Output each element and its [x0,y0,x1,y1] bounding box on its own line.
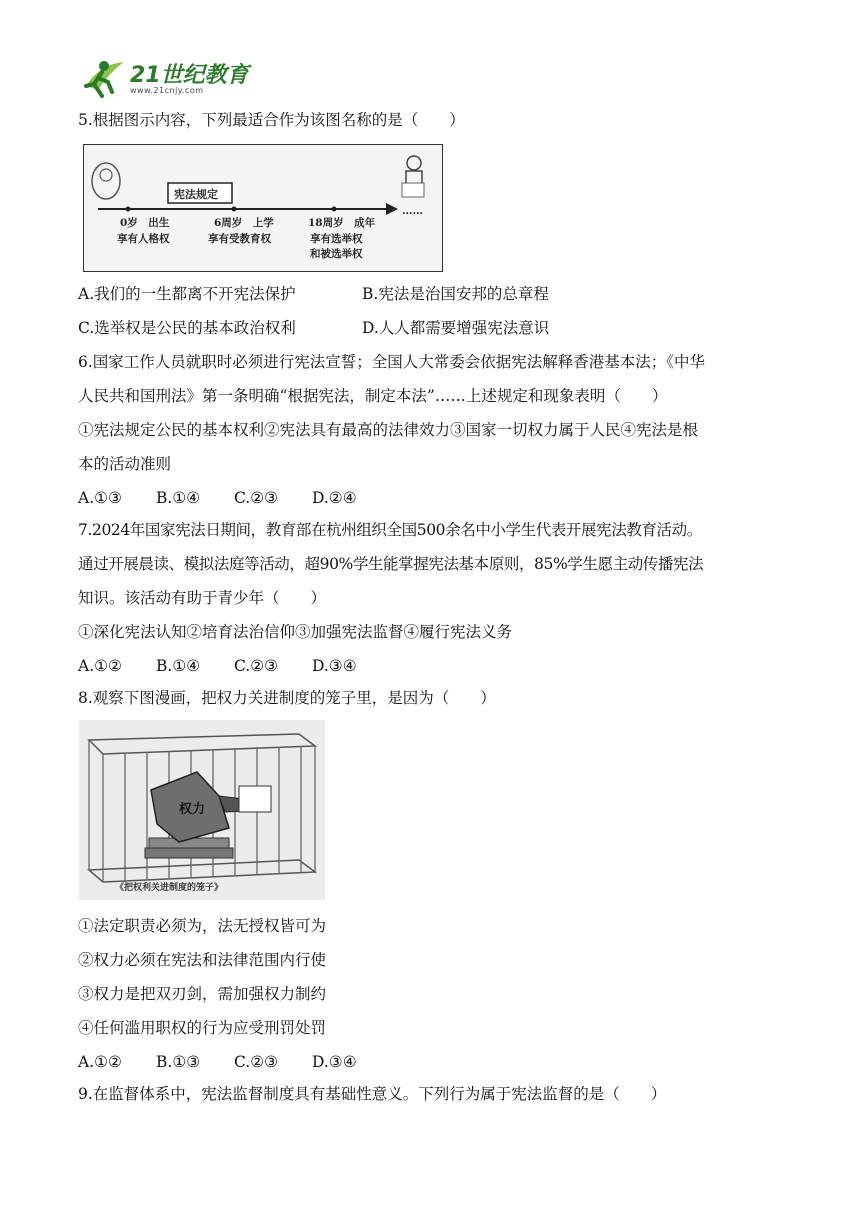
q5-option-b: B.宪法是治国安邦的总章程 [362,285,549,303]
stage-2-right2: 和被选举权 [310,248,363,260]
q8-option-b: B.①③ [156,1053,201,1071]
adult-icon [402,156,424,197]
stage-1-age: 6周岁 上学 [214,217,274,229]
q8-item-1: ①法定职责必须为，法无授权皆可为 [78,917,327,935]
q6-option-d: D.②④ [312,489,357,507]
book-power-label: 权力 [179,802,206,817]
q7-line-1: 7.2024年国家宪法日期间，教育部在杭州组织全国500余名中小学生代表开展宪法教育活动。 [78,521,702,539]
logo-url: www.21cnjy.com [130,86,204,95]
q8-option-a: A.①② [78,1053,122,1071]
q8-option-d: D.③④ [312,1053,357,1071]
q8-stem: 8.观察下图漫画，把权力关进制度的笼子里，是因为（ ） [78,689,496,707]
q6-option-a: A.①③ [78,489,122,507]
constitution-box-label: 宪法规定 [174,188,218,201]
q6-line-1: 6.国家工作人员就职时必须进行宪法宣誓；全国人大常委会依据宪法解释香港基本法；《中华 [78,353,706,371]
q7-line-4: ①深化宪法认知②培育法治信仰③加强宪法监督④履行宪法义务 [78,623,513,641]
site-logo [80,56,260,100]
q7-line-3: 知识。该活动有助于青少年（ ） [78,589,327,607]
stage-2-right: 享有选举权 [310,233,363,245]
stage-2-age: 18周岁 成年 [308,217,376,229]
q7-option-d: D.③④ [312,657,357,675]
logo-brand: 21世纪教育 [130,63,249,88]
q8-item-4: ④任何滥用职权的行为应受刑罚处罚 [78,1019,327,1037]
q8-cage-cartoon [79,720,325,900]
q9-stem: 9.在监督体系中，宪法监督制度具有基础性意义。下列行为属于宪法监督的是（ ） [78,1085,667,1103]
q7-option-b: B.①④ [156,657,201,675]
runner-logo-icon [80,56,128,100]
q6-option-b: B.①④ [156,489,201,507]
cartoon-caption: 《把权利关进制度的笼子》 [115,883,224,893]
q5-timeline-figure [83,144,443,272]
q5-option-d: D.人人都需要增强宪法意识 [362,319,550,337]
q7-option-a: A.①② [78,657,122,675]
q6-line-4: 本的活动准则 [78,455,172,473]
q8-item-2: ②权力必须在宪法和法律范围内行使 [78,951,327,969]
timeline-graphic [84,145,442,271]
q5-option-c: C.选举权是公民的基本政治权利 [78,319,296,337]
stage-0-right: 享有人格权 [117,233,170,245]
q5-stem: 5.根据图示内容，下列最适合作为该图名称的是（ ） [78,111,465,129]
q7-option-c: C.②③ [234,657,279,675]
q8-item-3: ③权力是把双刃剑，需加强权力制约 [78,985,327,1003]
stage-1-right: 享有受教育权 [208,233,271,245]
q5-option-a: A.我们的一生都离不开宪法保护 [78,285,296,303]
q6-line-3: ①宪法规定公民的基本权利②宪法具有最高的法律效力③国家一切权力属于人民④宪法是根 [78,421,699,439]
stage-0-age: 0岁 出生 [120,217,170,229]
q6-line-2: 人民共和国刑法》第一条明确“根据宪法，制定本法”……上述规定和现象表明（ ） [78,387,668,405]
q6-option-c: C.②③ [234,489,279,507]
q7-line-2: 通过开展晨读、模拟法庭等活动，超90%学生能掌握宪法基本原则，85%学生愿主动传播宪法 [78,555,704,573]
timeline-ellipsis: …… [402,205,423,217]
q8-option-c: C.②③ [234,1053,279,1071]
baby-icon [92,163,120,199]
